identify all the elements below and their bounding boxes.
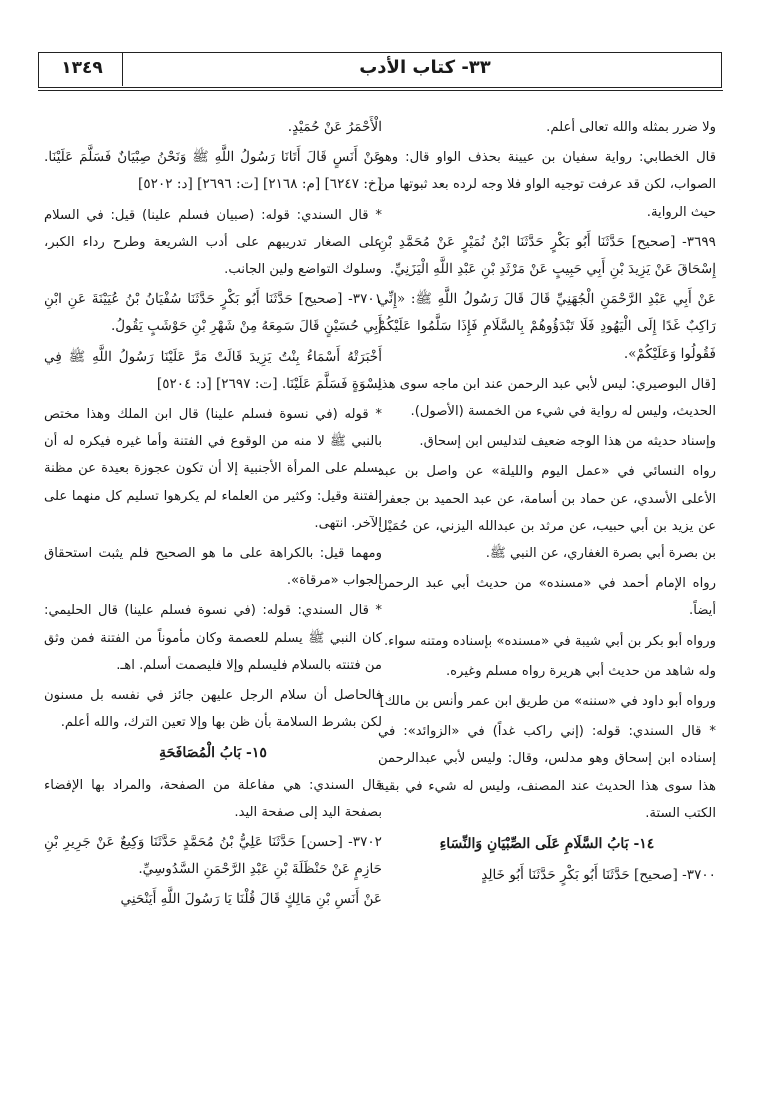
hadith-chain: ٣٧٠٢- [حسن] حَدَّثَنَا عَلِيُّ بْنُ مُحَمَّدٍ حَدَّثَنَا وَكِيعٌ عَنْ جَرِيرِ بْنِ حَازِمٍ عَنْ حَنْظَلَةَ بْنِ عَبْدِ الرَّحْمَنِ السَّدُوسِيِّ. (44, 834, 382, 878)
paragraph: قال الخطابي: رواية سفيان بن عيينة بحذف الواو قال: وهو الصواب، لكن قد عرفت توجيه الواو فلا وجه لرده بعد ثبوتها من حيث الرواية. (378, 150, 716, 220)
paragraph: رواه الإمام أحمد في «مسنده» من حديث أبي عبد الرحمن أيضاً. (378, 576, 716, 619)
paragraph: قال السندي: هي مفاعلة من الصفحة، والمراد بها الإفضاء بصفحة اليد إلى صفحة اليد. (44, 777, 382, 820)
commentary: * قال السندي: قوله: (صبيان فسلم علينا) قيل: في السلام على الصغار تدريبهم على أدب الشريعة وطرح رداء الكبر، وسلوك التواضع ولين الجانب. (44, 207, 382, 278)
left-column (44, 114, 382, 917)
paragraph: وإسناد حديثه من هذا الوجه ضعيف لتدليس ابن إسحاق. (419, 434, 716, 450)
hadith-chain: ٣٧٠٠- [صحيح] حَدَّثَنَا أَبُو بَكْرٍ حَدَّثَنَا أَبُو خَالِدٍ (481, 867, 716, 884)
header-divider (122, 52, 123, 86)
header-underline (38, 90, 723, 91)
paragraph: رواه النسائي في «عمل اليوم والليلة» عن واصل بن عبد الأعلى الأسدي، عن حماد بن أسامة، عن عبد الحميد بن جعفر، عن يزيد بن أبي حبيب، عن مرثد بن عبدالله اليزني، عن حُمَيْل بن بصرة أبي بصرة الغفاري، عن النبي ﷺ. (378, 464, 716, 562)
paragraph: فالحاصل أن سلام الرجل عليهن جائز في نفسه بل مسنون لكن بشرط السلامة بأن ظن بها وإلا تعين الترك، والله أعلم. (44, 688, 382, 731)
paragraph: ولا ضرر بمثله والله تعالى أعلم. (546, 120, 716, 135)
hadith-text: عَنْ أَنَسِ بْنِ مَالِكٍ قَالَ قُلْنَا يَا رَسُولَ اللَّهِ أَيَنْحَنِي (120, 891, 382, 908)
paragraph: ورواه أبو داود في «سننه» من طريق ابن عمر وأنس بن مالك] (379, 694, 716, 710)
commentary: * قال السندي: قوله: (إني راكب غداً) في «الزوائد»: في إسناده ابن إسحاق وهو مدلس، وقال: وليس لأبي عبدالرحمن هذا سوى هذا الحديث عند المصنف، وليس له شيء في بقية الكتب الستة. (378, 724, 716, 821)
hadith-chain: ٣٧٠١- [صحيح] حَدَّثَنَا أَبُو بَكْرٍ حَدَّثَنَا سُفْيَانُ بْنُ عُيَيْنَةَ عَنِ ابْنِ أَبِي حُسَيْنٍ قَالَ سَمِعَهُ مِنْ شَهْرِ بْنِ حَوْشَبٍ يَقُولُ. (44, 291, 382, 335)
hadith-text: عَنْ أَبِي عَبْدِ الرَّحْمَنِ الْجُهَنِيِّ قَالَ قَالَ رَسُولُ اللَّهِ ﷺ: «إِنِّي رَاكِبٌ غَدًا إِلَى الْيَهُودِ فَلَا تَبْدَؤُوهُمْ بِالسَّلَامِ فَإِذَا سَلَّمُوا عَلَيْكُمْ فَقُولُوا وَعَلَيْكُمْ». (378, 291, 716, 362)
commentary: * قوله (في نسوة فسلم علينا) قال ابن الملك وهذا مختص بالنبي ﷺ لا منه من الوقوع في الفتنة وأما غيره فيكره له أن يسلم على المرأة الأجنبية إلا أن تكون عجوزة بعيدة عن مظنة الفتنة وقيل: وكثير من العلماء لم يكرهوا تسليم كل منهما على الآخر. انتهى. (44, 407, 382, 531)
hadith-chain: ٣٦٩٩- [صحيح] حَدَّثَنَا أَبُو بَكْرٍ حَدَّثَنَا ابْنُ نُمَيْرٍ عَنْ مُحَمَّدِ بْنِ إِسْحَاقَ عَنْ يَزِيدَ بْنِ أَبِي حَبِيبٍ عَنْ مَرْثَدِ بْنِ عَبْدِ اللَّهِ الْيَزَنِيِّ. (378, 233, 716, 278)
chapter-heading: ١٤- بَابُ السَّلَامِ عَلَى الصِّبْيَانِ وَالنِّسَاءِ (439, 836, 655, 853)
paragraph: وله شاهد من حديث أبي هريرة رواه مسلم وغيره. (445, 663, 716, 679)
hadith-chain: الْأَحْمَرُ عَنْ حُمَيْدٍ. (287, 119, 382, 135)
chapter-heading: ١٥- بَابُ الْمُصَافَحَةِ (159, 745, 267, 762)
page-number: ١٣٤٩ (61, 58, 103, 78)
commentary: * قال السندي: قوله: (في نسوة فسلم علينا) قال الحليمي: كان النبي ﷺ يسلم للعصمة وكان مأموناً من الفتنة فمن وثق من فتنته بالسلام فليسلم وإلا فليصمت أسلم. اهـ. (44, 603, 382, 673)
book-title: ٣٣- كتاب الأدب (359, 57, 491, 78)
paragraph: ومهما قيل: بالكراهة على ما هو الصحيح فلم يثبت استحقاق الجواب «مرقاة». (44, 546, 382, 589)
hadith-text: أَخْبَرَتْهُ أَسْمَاءُ بِنْتُ يَزِيدَ قَالَتْ مَرَّ عَلَيْنَا رَسُولُ اللَّهِ ﷺ فِي نِسْوَةٍ فَسَلَّمَ عَلَيْنَا. [ت: ٢٦٩٧] [د: ٥٢٠٤] (44, 348, 382, 392)
paragraph: ورواه أبو بكر بن أبي شيبة في «مسنده» بإسناده ومتنه سواء. (383, 633, 716, 649)
paragraph: [قال البوصيري: ليس لأبي عبد الرحمن عند ابن ماجه سوى هذا الحديث، وليس له رواية في شيء من الخمسة (الأصول). (378, 376, 716, 420)
right-column (378, 114, 716, 892)
hadith-text: عَنْ أَنَسٍ قَالَ أَتَانَا رَسُولُ اللَّهِ ﷺ وَنَحْنُ صِبْيَانٌ فَسَلَّمَ عَلَيْنَا. [خ: ٦٢٤٧] [م: ٢١٦٨] [ت: ٢٦٩٦] [د: ٥٢٠٢] (44, 149, 382, 193)
page-header (38, 52, 728, 92)
